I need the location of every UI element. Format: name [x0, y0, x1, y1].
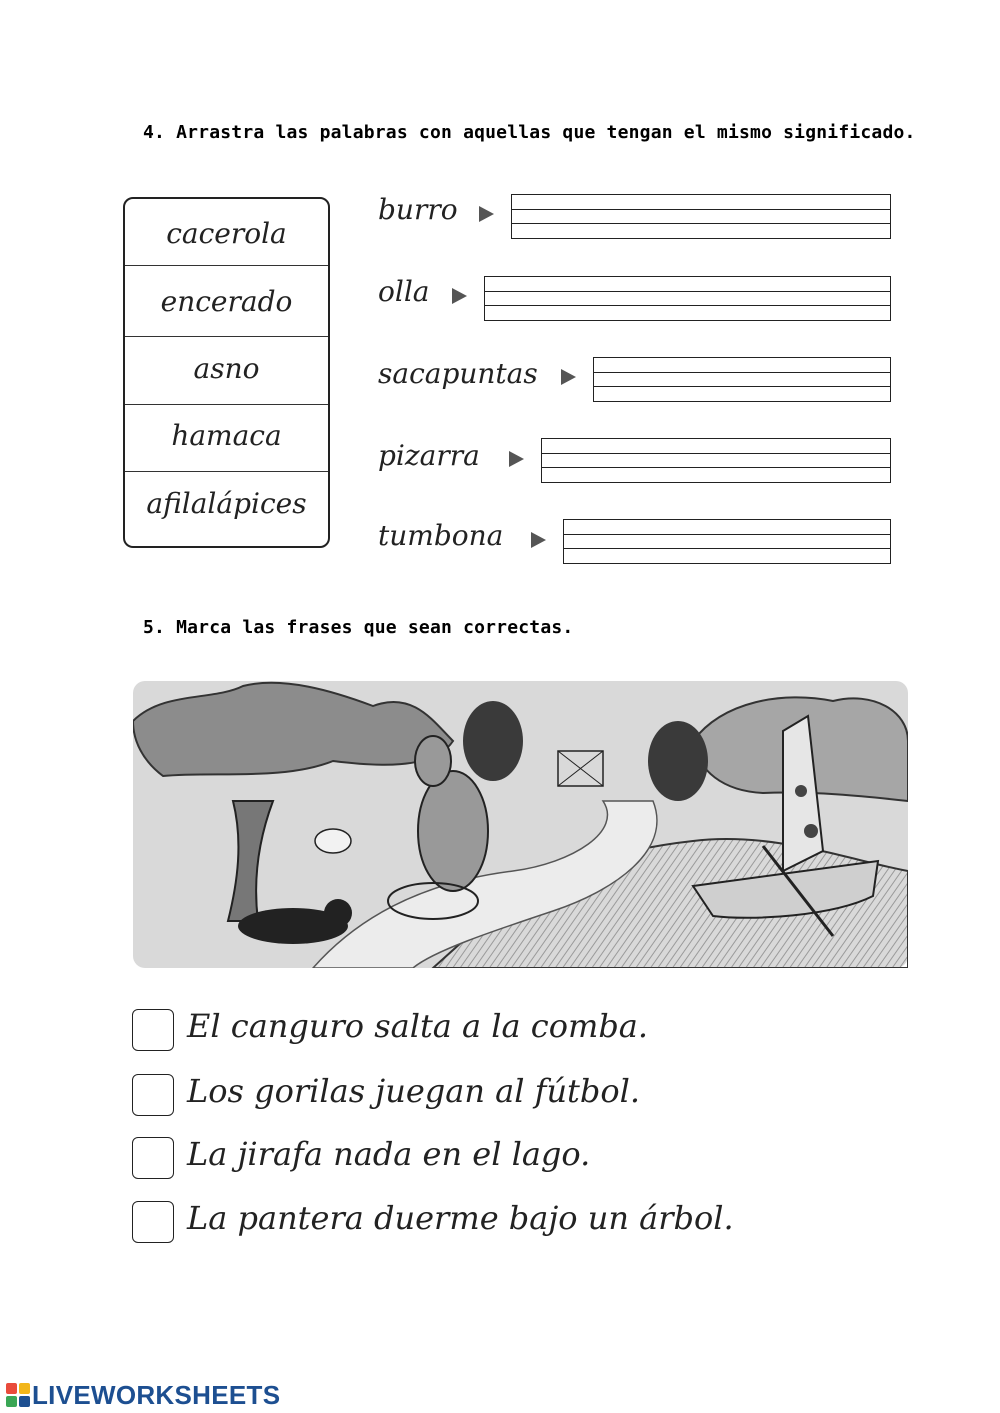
answer-drop-zone[interactable]: [563, 519, 891, 564]
exercise-4-instruction: 4. Arrastra las palabras con aquellas que tengan el mismo significado.: [143, 122, 916, 143]
target-word: olla: [378, 275, 430, 308]
word-bank-item[interactable]: hamaca: [171, 419, 282, 452]
divider: [125, 471, 328, 472]
exercise-5-instruction: 5. Marca las frases que sean correctas.: [143, 617, 574, 638]
divider: [125, 336, 328, 337]
word-bank-item[interactable]: cacerola: [166, 217, 287, 250]
answer-drop-zone[interactable]: [511, 194, 891, 239]
word-bank: [123, 197, 330, 548]
brand-name: LIVEWORKSHEETS: [32, 1379, 281, 1410]
sentence-label: Los gorilas juegan al fútbol.: [187, 1072, 641, 1110]
word-bank-item[interactable]: afilalápices: [146, 487, 307, 520]
answer-drop-zone[interactable]: [484, 276, 891, 321]
answer-drop-zone[interactable]: [593, 357, 891, 402]
animals-park-illustration: [133, 681, 908, 968]
checkbox[interactable]: [132, 1201, 174, 1243]
target-word: sacapuntas: [378, 357, 538, 390]
arrow-icon: [561, 369, 576, 385]
checkbox[interactable]: [132, 1074, 174, 1116]
target-word: pizarra: [378, 439, 480, 472]
arrow-icon: [531, 532, 546, 548]
target-word: tumbona: [378, 519, 504, 552]
answer-drop-zone[interactable]: [541, 438, 891, 483]
target-word: burro: [378, 193, 458, 226]
logo-icon: [6, 1383, 30, 1407]
word-bank-item[interactable]: asno: [193, 352, 260, 385]
arrow-icon: [479, 206, 494, 222]
sentence-label: El canguro salta a la comba.: [187, 1007, 649, 1045]
arrow-icon: [452, 288, 467, 304]
checkbox[interactable]: [132, 1137, 174, 1179]
sentence-label: La jirafa nada en el lago.: [187, 1135, 591, 1173]
liveworksheets-logo: [6, 1380, 280, 1410]
sentence-label: La pantera duerme bajo un árbol.: [187, 1199, 734, 1237]
divider: [125, 265, 328, 266]
checkbox[interactable]: [132, 1009, 174, 1051]
divider: [125, 404, 328, 405]
word-bank-item[interactable]: encerado: [160, 285, 293, 318]
arrow-icon: [509, 451, 524, 467]
